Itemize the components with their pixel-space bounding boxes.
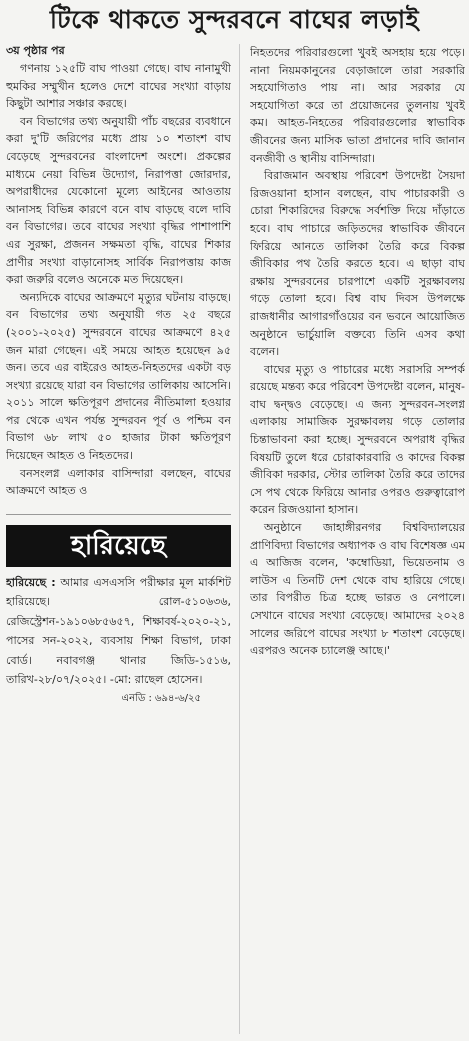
body-paragraph: নিহতদের পরিবারগুলো খুবই অসহায় হয়ে পড়ে। নানা নিয়মকানুনের বেড়াজালে তারা সরকারি সহযোগিতাও পায় না। আর সরকার যে সহযোগিতা করে তা প্রয়োজনের তুলনায় খুবই কম। আহত-নিহতের পরিবারগুলোর স্বাভাবিক জীবনের জন্য মাসিক ভাতা প্রদানের দাবি জানান বনজীবী ও স্থানীয় বাসিন্দারা। <box>250 46 465 165</box>
lost-notice-code: এনডি : ৬৯৪-৬/২৫ <box>121 692 201 704</box>
lost-notice-lead: হারিয়েছে : <box>6 575 56 589</box>
column-divider <box>239 44 240 1034</box>
body-paragraph: অনুষ্ঠানে জাহাঙ্গীরনগর বিশ্ববিদ্যালয়ের প্রাণিবিদ্যা বিভাগের অধ্যাপক ও বাঘ বিশেষজ্ঞ এম এ আজিজ বলেন, 'কম্বোডিয়া, ভিয়েতনাম ও লাউস এ তিনটি দেশ থেকে বাঘ হারিয়ে গেছে। তার বিপরীত চিত্র হচ্ছে ভারত ও নেপালে। সেখানে বাঘের সংখ্যা বেড়েছে। আমাদের ২০২৪ সালের জরিপে বাঘের সংখ্যা ৮ শতাংশ বেড়েছে। এরপরও অনেক চ্যালেঞ্জ আছে।' <box>250 521 465 658</box>
body-paragraph: বাঘের মৃত্যু ও পাচারের মধ্যে সরাসরি সম্পর্ক রয়েছে মন্তব্য করে পরিবেশ উপদেষ্টা বলেন, মানুষ-বাঘ দ্বন্দ্বও বেড়েছে। এ জন্য সুন্দরবন-সংলগ্ন এলাকায় সামাজিক সুরক্ষাবলয় গড়ে তোলার চিন্তাভাবনা করা হচ্ছে। সুন্দরবনে অপরাধ বৃদ্ধির বিষয়টি তুলে ধরে চোরাকারবারি ও কাদের বিকল্প জীবিকা দরকার, স্টোর তালিকা তৈরি করে তাদের সে পথ থেকে ফিরিয়ে আনার ওপরও গুরুত্বারোপ করেন রিজওয়ানা হাসান। <box>250 362 465 517</box>
continued-from-label: ৩য় পৃষ্ঠার পর <box>6 44 65 57</box>
right-column <box>250 44 465 1034</box>
body-paragraph: অন্যদিকে বাঘের আক্রমণে মৃত্যুর ঘটনায় বাড়ছে। বন বিভাগের তথ্য অনুযায়ী গত ২৫ বছরে (২০০১-২০২৫) সুন্দরবনে বাঘের আক্রমণে ৪২৫ জন মারা গেছেন। এই সময়ে আহত হয়েছেন ৯৫ জন। তবে এর বাইরেও আহত-নিহতদের একটা বড় সংখ্যা রয়েছে যারা বন বিভাগের তালিকায় আসেনি। ২০১১ সালে ক্ষতিপূরণ প্রদানের নীতিমালা হওয়ার পর থেকে এখন পর্যন্ত সুন্দরবন পূর্ব ও পশ্চিম বন বিভাগ ৬৮ লাখ ৫০ হাজার টাকা ক্ষতিপূরণ দিয়েছেন আহত ও নিহতদের। <box>6 290 231 463</box>
body-paragraph: গণনায় ১২৫টি বাঘ পাওয়া গেছে। বাঘ নানামুখী হুমকির সম্মুখীন হলেও দেশে বাঘের সংখ্যা বাড়ায় কিছুটা আশার সঞ্চার করছে। <box>6 62 231 111</box>
body-paragraph: বিরাজমান অবস্থায় পরিবেশ উপদেষ্টা সৈয়দা রিজওয়ানা হাসান বলছেন, বাঘ পাচারকারী ও চোরা শিকারিদের বিরুদ্ধে সর্বশক্তি দিয়ে দাঁড়াতে হবে। বাঘ পাচারে জড়িতদের স্বাভাবিক জীবনে ফিরিয়ে আনতে তালিকা তৈরি করে বিকল্প জীবিকার পথ তৈরি করতে হবে। এ ছাড়া বাঘ রক্ষায় সুন্দরবনের চারপাশে একটি সুরক্ষাবলয় গড়ে তোলা হবে। বিশ্ব বাঘ দিবস উপলক্ষে রাজধানীর আগারগাঁওয়ের বন ভবনে আয়োজিত অনুষ্ঠানে ভার্চুয়ালি বক্তব্যে তিনি এসব কথা বলেন। <box>250 169 465 359</box>
headline: টিকে থাকতে সুন্দরবনে বাঘের লড়াই <box>49 5 420 34</box>
lost-notice-body: আমার এসএসসি পরীক্ষার মূল মার্কশিট হারিয়েছে। রোল-৫১০৬৩৬, রেজিস্ট্রেশন-১৯১০৬৮৫৬৫৭, শিক্ষাবর্ষ-২০২০-২১, পাসের সন-২০২২, ব্যবসায় শিক্ষা বিভাগ, ঢাকা বোর্ড। নবাবগঞ্জ থানার জিডি-১৫১৬, তারিখ-২৮/০৭/২০২৫। -মো: রাছেল হোসেন। <box>6 575 231 687</box>
body-paragraph: বন বিভাগের তথ্য অনুযায়ী পাঁচ বছরের ব্যবধানে করা দু'টি জরিপের মধ্যে প্রায় ১০ শতাংশ বাঘ বেড়েছে সুন্দরবনের বাংলাদেশ অংশে। প্রকল্পের মাধ্যমে নেয়া বিভিন্ন উদ্যোগ, নিরাপত্তা জোরদার, অপরাধীদের যেকোনো মূল্যে আইনের আওতায় আনাসহ বিভিন্ন কারণে বনে বাঘ বাড়ছে বলে দাবি বন বিভাগের। তবে বাঘের সংখ্যা বৃদ্ধির পাশাপাশি এর সুরক্ষা, প্রজনন সক্ষমতা বৃদ্ধি, বাঘের শিকার প্রাণীর সংখ্যা বাড়ানোসহ সার্বিক নিরাপত্তায় কাজ করা জরুরি বলেও অনেকে মত দিয়েছেন। <box>6 114 231 287</box>
body-paragraph: বনসংলগ্ন এলাকার বাসিন্দারা বলছেন, বাঘের আক্রমণে আহত ও <box>6 466 231 498</box>
left-column <box>6 44 231 1034</box>
lost-notice-ad <box>6 514 231 708</box>
lost-notice-banner: হারিয়েছে <box>6 525 231 567</box>
lost-notice-text <box>6 573 231 690</box>
